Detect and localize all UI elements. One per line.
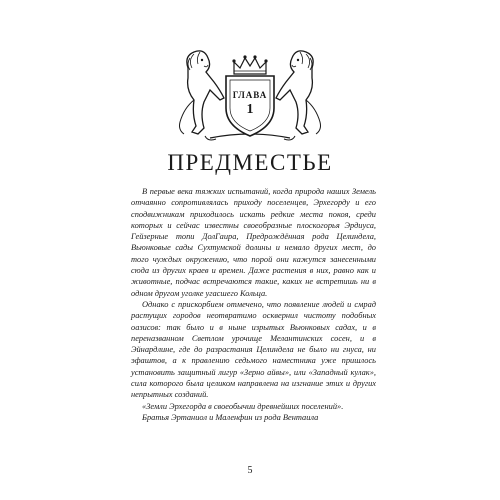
quote-authors: Братья Эртаниол и Маленфин из рода Вентаила	[142, 412, 319, 422]
chapter-label: ГЛАВА	[232, 90, 268, 100]
chapter-number: 1	[246, 102, 254, 117]
quote-source: «Земли Эрхегорда в своеобычии древнейших поселений».	[142, 401, 344, 411]
paragraph: В первые века тяжких испытаний, когда природа наших Земель отчаянно сопротивлялась приходу поселенцев, Эрхегорду и его сподвижникам приходилось искать редкие места покоя, среди которых и сейчас известны своеобразные плоскогорья Эрдиуса, Гейзерные топи ДолГаира, Предрождённая рода Целиндела, Вьюнковые сады Сухтумской долины и немало других мест, до того чуждых окружению, что порой они кажутся занесенными сюда из других краев и времен. Даже растения в них, равно как и животные, подчас встречаются такие, каких не встретишь ни в одном другом уголке угасшего Кольца.	[131, 187, 376, 298]
paragraph: Однако с прискорбием отмечено, что появление людей и смрад растущих городов неотвратимо осквернил чистоту подобных оазисов: так было и в ныне изрытых Вьюнковых садах, и в переназванном Светлом урочище Мелантинских сосен, и в Эйнардлине, где до разрастания Целиндела не было ни гнуса, ни эфаштов, а к правлению седьмого наместника уже пришлось установить защитный лигур «Зерно айвы», или «Западный кулак», сила которого была целиком направлена на изгнание этих и других непрытных созданий.	[131, 299, 376, 400]
page-number: 5	[247, 465, 253, 476]
chapter-emblem	[170, 38, 330, 148]
epigraph-text	[131, 186, 376, 423]
chapter-title: ПРЕДМЕСТЬЕ	[167, 150, 333, 175]
